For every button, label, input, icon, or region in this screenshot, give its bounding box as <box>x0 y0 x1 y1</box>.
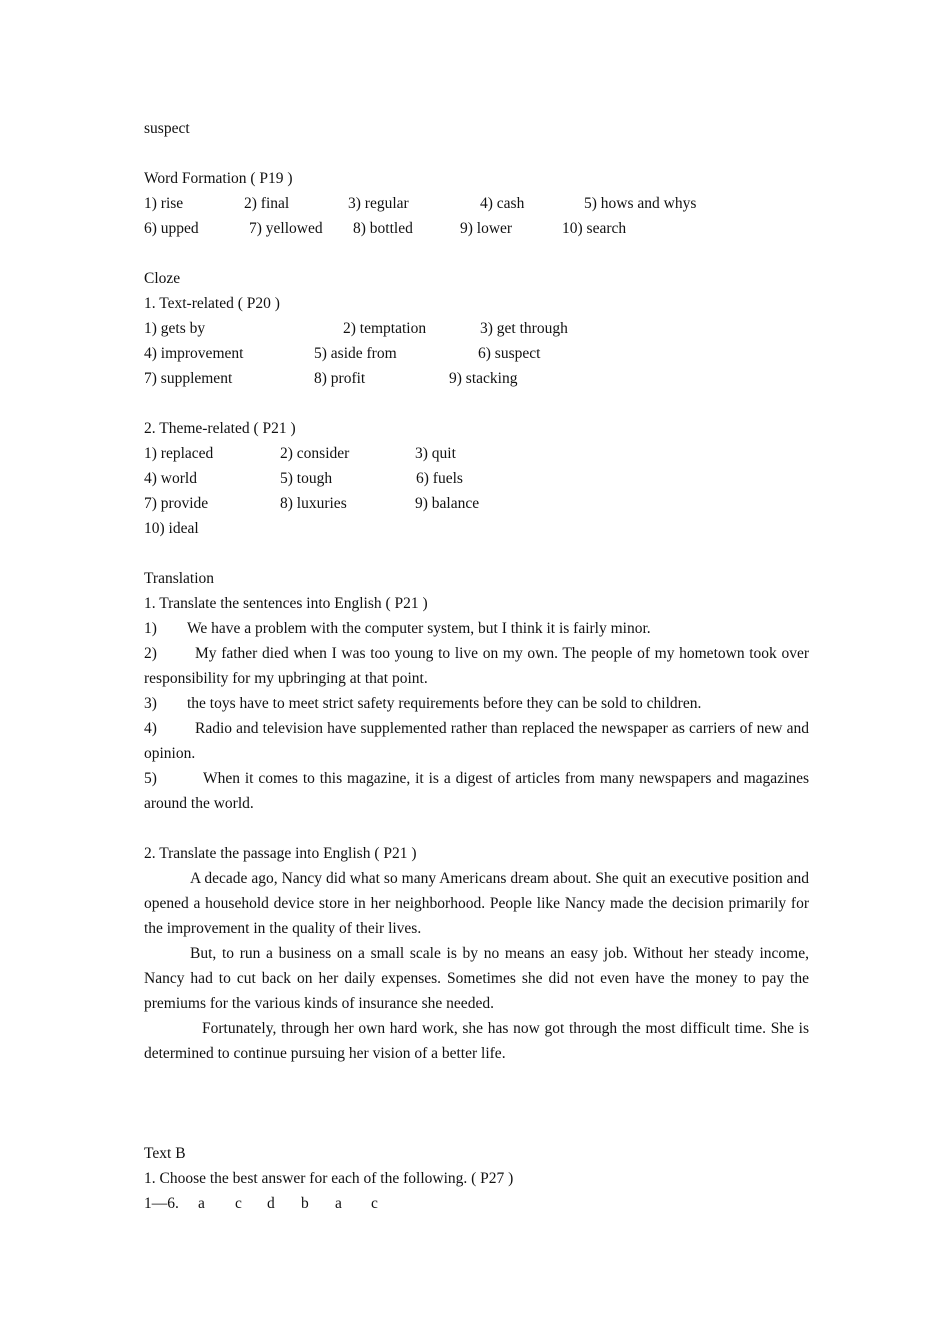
answer-item: 2) temptation <box>343 320 427 337</box>
answer-item: 6) upped <box>144 220 199 237</box>
choose-answers-row <box>144 1191 809 1216</box>
intro-word: suspect <box>144 120 190 137</box>
theme-related-row-3 <box>144 491 809 516</box>
answer-item: 5) aside from <box>314 345 397 362</box>
answer-item: 7) yellowed <box>249 220 323 237</box>
sentences-heading: 1. Translate the sentences into English ( P21 ) <box>144 595 428 612</box>
translation-sentence-2 <box>144 641 809 691</box>
text-related-row-2 <box>144 341 809 366</box>
answer-item: 5) hows and whys <box>584 195 697 212</box>
answer-item: 7) provide <box>144 495 209 512</box>
answer-item: 4) improvement <box>144 345 244 362</box>
item-number: 2) <box>144 645 157 662</box>
answer-letter: a <box>198 1195 205 1212</box>
theme-related-row-2 <box>144 466 809 491</box>
answer-item: 5) tough <box>280 470 333 487</box>
item-number: 1) <box>144 620 157 637</box>
answer-letter: d <box>267 1195 275 1212</box>
answer-item: 4) world <box>144 470 197 487</box>
text-related-row-1 <box>144 316 809 341</box>
answer-letter: c <box>235 1195 242 1212</box>
translation-sentence-1 <box>144 616 809 641</box>
cloze-heading: Cloze <box>144 270 181 287</box>
answer-item: 1) rise <box>144 195 184 212</box>
word-formation-row-1 <box>144 191 809 216</box>
text-related-heading: 1. Text-related ( P20 ) <box>144 295 280 312</box>
answer-item: 9) lower <box>460 220 513 237</box>
answer-item: 9) stacking <box>449 370 518 387</box>
translation-sentence-5 <box>144 766 809 816</box>
translation-sentence-4 <box>144 716 809 766</box>
answer-item: 8) luxuries <box>280 495 347 512</box>
answer-item: 10) ideal <box>144 520 199 537</box>
answer-item: 9) balance <box>415 495 480 512</box>
sentence-text: Radio and television have supplemented rather than replaced the newspaper as carriers of new and opinion. <box>144 720 809 762</box>
theme-related-row-1 <box>144 441 809 466</box>
sentence-text: My father died when I was too young to live on my own. The people of my hometown took over responsibility for my upbringing at that point. <box>144 645 809 687</box>
answer-letter: a <box>335 1195 342 1212</box>
passage-heading: 2. Translate the passage into English ( P21 ) <box>144 845 417 862</box>
answer-item: 10) search <box>562 220 627 237</box>
item-number: 3) <box>144 695 157 712</box>
passage-paragraph-1: A decade ago, Nancy did what so many Americans dream about. She quit an executive position and opened a household device store in her neighborhood. People like Nancy made the decision primarily for the improvement in the quality of their lives. <box>144 870 809 937</box>
answer-item: 4) cash <box>480 195 525 212</box>
answer-item: 2) final <box>244 195 290 212</box>
answer-item: 1) replaced <box>144 445 214 462</box>
answer-item: 8) profit <box>314 370 366 387</box>
choose-heading: 1. Choose the best answer for each of the following. ( P27 ) <box>144 1170 514 1187</box>
answer-item: 3) quit <box>415 445 456 462</box>
translation-sentence-3 <box>144 691 809 716</box>
sentence-text: When it comes to this magazine, it is a digest of articles from many newspapers and magazines around the world. <box>144 770 809 812</box>
text-b-heading: Text B <box>144 1145 186 1162</box>
answer-item: 8) bottled <box>353 220 413 237</box>
theme-related-heading: 2. Theme-related ( P21 ) <box>144 420 296 437</box>
answer-item: 6) fuels <box>416 470 463 487</box>
word-formation-heading: Word Formation ( P19 ) <box>144 170 293 187</box>
word-formation-row-2 <box>144 216 809 241</box>
item-number: 5) <box>144 770 157 787</box>
text-related-row-3 <box>144 366 809 391</box>
answer-item: 7) supplement <box>144 370 233 387</box>
sentence-text: the toys have to meet strict safety requirements before they can be sold to children. <box>187 695 702 712</box>
answer-range-label: 1—6. <box>144 1195 179 1212</box>
sentence-text: We have a problem with the computer system, but I think it is fairly minor. <box>187 620 651 637</box>
answer-item: 3) get through <box>480 320 568 337</box>
answer-item: 2) consider <box>280 445 350 462</box>
answer-letter: b <box>301 1195 309 1212</box>
passage-paragraph-2: But, to run a business on a small scale is by no means an easy job. Without her steady income, Nancy had to cut back on her daily expenses. Sometimes she did not even have the money to pay the premiums for the various kinds of insurance she needed. <box>144 945 809 1012</box>
passage-paragraph-3: Fortunately, through her own hard work, she has now got through the most difficult time. She is determined to continue pursuing her vision of a better life. <box>144 1020 809 1062</box>
answer-letter: c <box>371 1195 378 1212</box>
answer-item: 1) gets by <box>144 320 206 337</box>
answer-item: 6) suspect <box>478 345 541 362</box>
translation-heading: Translation <box>144 570 215 587</box>
item-number: 4) <box>144 720 157 737</box>
answer-item: 3) regular <box>348 195 409 212</box>
theme-related-row-4 <box>144 516 809 541</box>
document-page <box>144 116 809 1216</box>
